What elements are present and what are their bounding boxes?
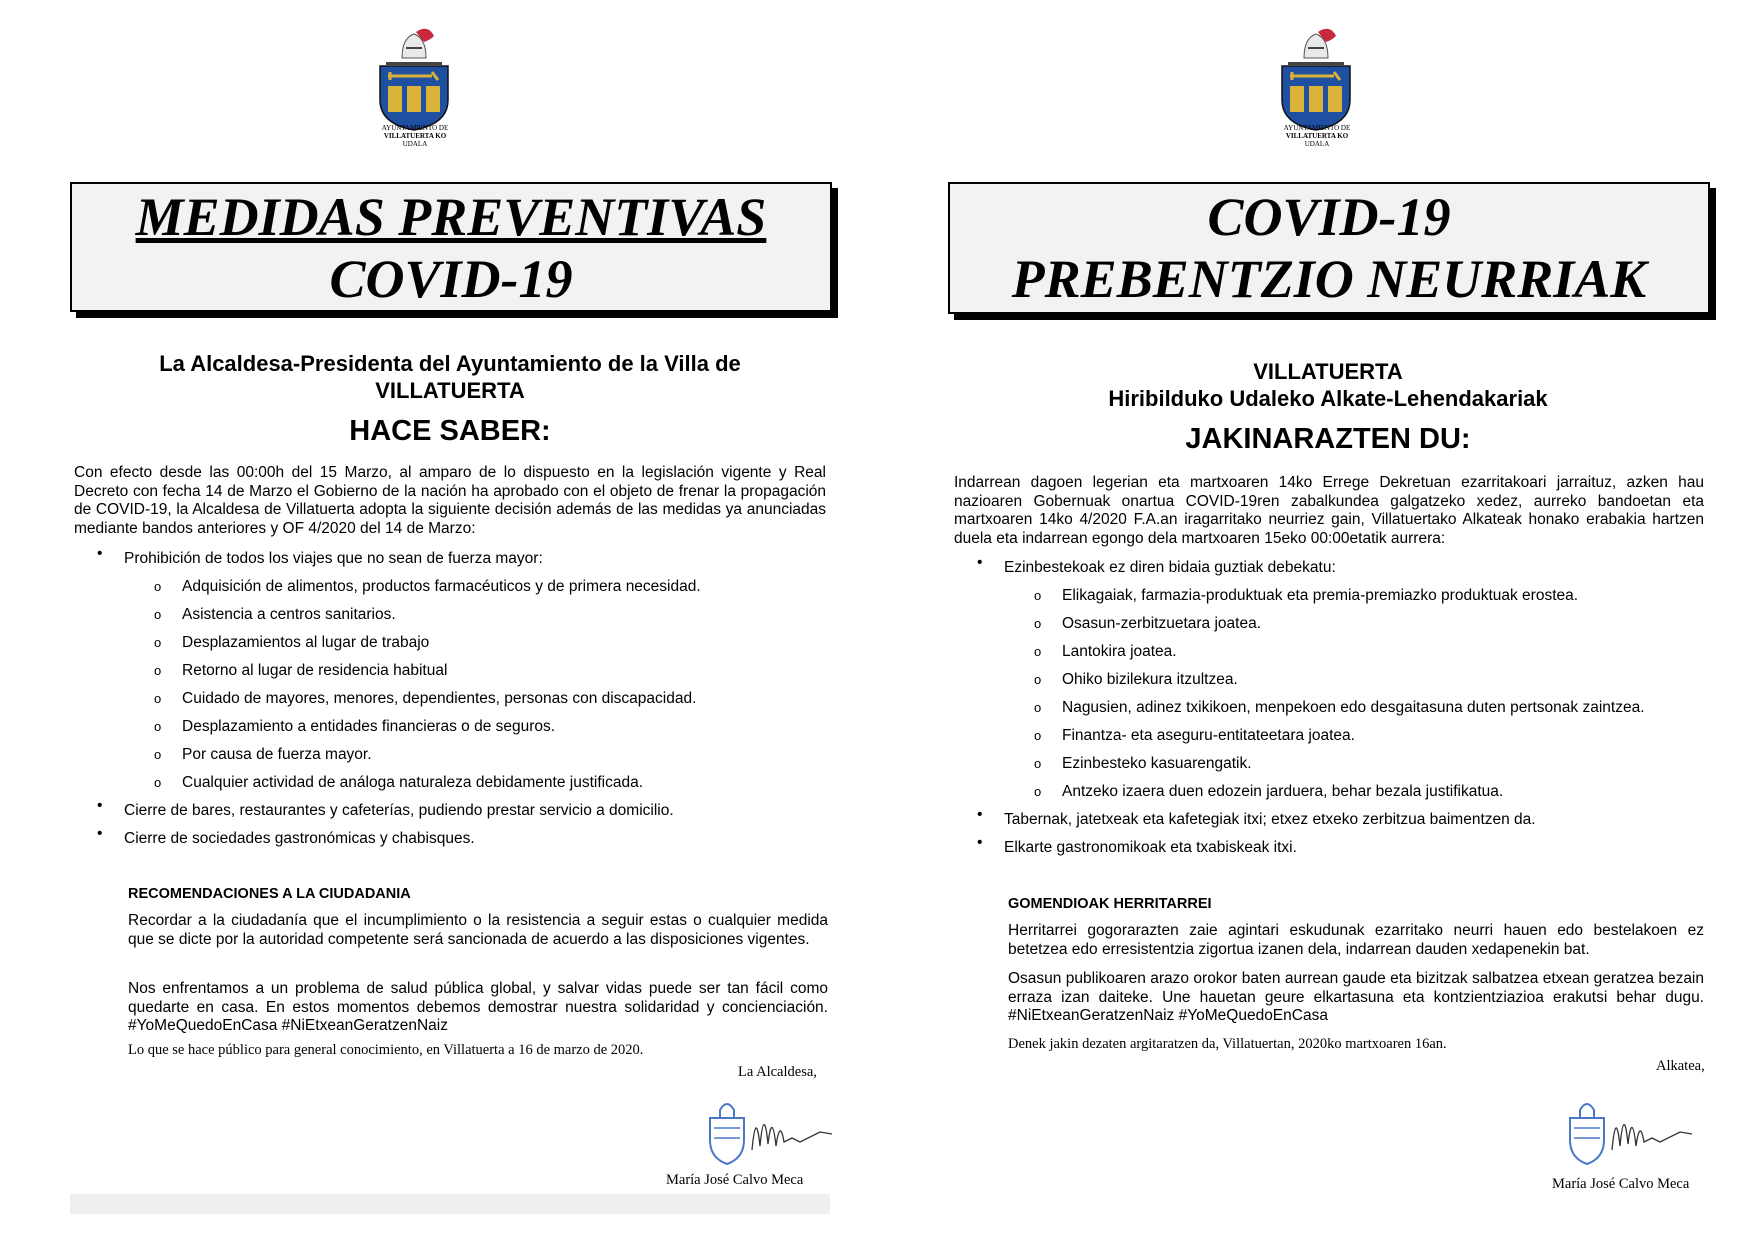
sub-list-item-text: Nagusien, adinez txikikoen, menpekoen edo desgaitasuna duten pertsonak zaintzea.	[1062, 699, 1645, 716]
circle-bullet-icon: o	[1034, 672, 1042, 687]
sub-list-item-text: Retorno al lugar de residencia habitual	[182, 662, 448, 679]
sub-list-item-text: Antzeko izaera duen edozein jarduera, behar bezala justifikatua.	[1062, 783, 1504, 800]
closing-statement: Lo que se hace público para general conocimiento, en Villatuerta a 16 de marzo de 2020.	[128, 1042, 644, 1058]
sub-list-item	[954, 666, 1714, 694]
town-crest-icon	[372, 20, 456, 132]
circle-bullet-icon: o	[154, 691, 162, 706]
sub-list-item-text: Ohiko bizilekura itzultzea.	[1062, 671, 1238, 688]
measures-list	[954, 554, 1714, 862]
title-line-1: COVID-19	[1207, 187, 1451, 247]
bullet-icon: •	[97, 797, 103, 814]
circle-bullet-icon: o	[1034, 728, 1042, 743]
issuer-heading-line: La Alcaldesa-Presidenta del Ayuntamiento de la Villa de	[159, 351, 741, 376]
sub-list-item-text: Por causa de fuerza mayor.	[182, 746, 372, 763]
circle-bullet-icon: o	[154, 775, 162, 790]
sub-list-item	[74, 685, 834, 713]
crest-caption	[360, 124, 470, 148]
sub-list-item-text: Finantza- eta aseguru-entitateetara joatea.	[1062, 727, 1355, 744]
recommendations-title: RECOMENDACIONES A LA CIUDADANIA	[128, 886, 411, 902]
title-line-2: COVID-19	[329, 249, 573, 309]
recommendations-title: GOMENDIOAK HERRITARREI	[1008, 896, 1212, 912]
crest-caption-line: AYUNTAMIENTO DE	[381, 124, 449, 132]
town-crest-icon	[1274, 20, 1358, 132]
bullet-icon: •	[977, 554, 983, 571]
list-item	[954, 834, 1714, 862]
bullet-icon: •	[977, 834, 983, 851]
title-line-1: MEDIDAS PREVENTIVAS	[135, 187, 767, 247]
sub-list-item	[954, 638, 1714, 666]
title-line-2: PREBENTZIO NEURRIAK	[1011, 249, 1647, 309]
sub-list-item	[954, 582, 1714, 610]
crest-caption-line: VILLATUERTA KO	[383, 132, 447, 140]
crest-caption-line: VILLATUERTA KO	[1285, 132, 1349, 140]
list-item-text: Elkarte gastronomikoak eta txabiskeak itxi.	[1004, 839, 1297, 856]
issuer-heading	[70, 350, 830, 404]
circle-bullet-icon: o	[154, 607, 162, 622]
footer-band	[70, 1194, 830, 1214]
sub-list-item	[74, 601, 834, 629]
sub-list-item-text: Desplazamientos al lugar de trabajo	[182, 634, 430, 651]
announce-heading: JAKINARAZTEN DU:	[1185, 423, 1471, 455]
intro-paragraph: Indarrean dagoen legerian eta martxoaren 14ko Errege Dekretuan ezarritakoari jarraituz, azken hau nazioaren Gobernuak onartua COVID-19ren zabalkundea galgatzeko xedez, aurreko bandoetan eta martxoaren 14ko 4/2020 F.A.an iragarritako neurriez gain, Villatuertako Alkateak honako erabakia hartzen duela eta indarrean egongo dela martxoaren 15eko 00:00etatik aurrera:	[954, 474, 1704, 547]
signer-name: María José Calvo Meca	[666, 1172, 804, 1188]
circle-bullet-icon: o	[154, 635, 162, 650]
sub-list-item	[954, 778, 1714, 806]
crest-caption-line: AYUNTAMIENTO DE	[1283, 124, 1351, 132]
list-item-text: Cierre de sociedades gastronómicas y chabisques.	[124, 830, 475, 847]
issuer-heading-line: VILLATUERTA	[1253, 359, 1403, 384]
recommendations-paragraph-2: Nos enfrentamos a un problema de salud pública global, y salvar vidas puede ser tan fácil como quedarte en casa. En estos momentos debemos demostrar nuestra solidaridad y concienciación. #YoMeQuedoEnCasa #NiEtxeanGeratzenNaiz	[128, 980, 828, 1034]
list-item-text: Cierre de bares, restaurantes y cafeterías, pudiendo prestar servicio a domicilio.	[124, 802, 674, 819]
sub-list-item	[954, 610, 1714, 638]
list-item-text: Prohibición de todos los viajes que no sean de fuerza mayor:	[124, 550, 543, 567]
circle-bullet-icon: o	[154, 747, 162, 762]
circle-bullet-icon: o	[1034, 756, 1042, 771]
issuer-heading-line: VILLATUERTA	[375, 378, 525, 403]
crest-caption	[1262, 124, 1372, 148]
sub-list-item-text: Osasun-zerbitzuetara joatea.	[1062, 615, 1262, 632]
list-item	[954, 806, 1714, 834]
sub-list-item	[74, 741, 834, 769]
sub-list-item	[74, 769, 834, 797]
circle-bullet-icon: o	[154, 663, 162, 678]
sub-list-item-text: Cuidado de mayores, menores, dependientes, personas con discapacidad.	[182, 690, 697, 707]
circle-bullet-icon: o	[1034, 784, 1042, 799]
exceptions-list	[954, 582, 1714, 806]
list-item	[74, 797, 834, 825]
recommendations-paragraph-1: Herritarrei gogorarazten zaie agintari eskudunak ezarritako neurri hauen edo bestelakoen ez betetzea edo erresistentzia zigortua izanen dela, indarrean dauden xedapenekin bat.	[1008, 922, 1704, 958]
sub-list-item-text: Ezinbesteko kasuarengatik.	[1062, 755, 1252, 772]
circle-bullet-icon: o	[1034, 700, 1042, 715]
circle-bullet-icon: o	[154, 719, 162, 734]
sub-list-item-text: Lantokira joatea.	[1062, 643, 1177, 660]
signer-role: Alkatea,	[1656, 1058, 1705, 1074]
list-item	[74, 545, 834, 797]
list-item	[74, 825, 834, 853]
title-box	[948, 182, 1710, 314]
intro-paragraph: Con efecto desde las 00:00h del 15 Marzo, al amparo de lo dispuesto en la legislación vigente y Real Decreto con fecha 14 de Marzo el Gobierno de la nación ha aprobado con el objeto de frenar la propagación de COVID-19, la Alcaldesa de Villatuerta adopta la siguiente decisión además de las medidas ya anunciadas mediante bandos anteriores y OF 4/2020 del 14 de Marzo:	[74, 464, 826, 537]
sub-list-item-text: Desplazamiento a entidades financieras o de seguros.	[182, 718, 556, 735]
list-item-text: Ezinbestekoak ez diren bidaia guztiak debekatu:	[1004, 559, 1336, 576]
sub-list-item	[954, 750, 1714, 778]
circle-bullet-icon: o	[1034, 644, 1042, 659]
signature-stamp-icon	[700, 1098, 840, 1168]
recommendations-paragraph-2: Osasun publikoaren arazo orokor baten aurrean gaude eta bizitzak salbatzea etxean geratzea bezain erraza izan daiteke. Une hauetan geure elkartasuna eta kontzientziazioa erakutsi behar dugu. #NiEtxeanGeratzenNaiz #YoMeQuedoEnCasa	[1008, 970, 1704, 1024]
sub-list-item-text: Asistencia a centros sanitarios.	[182, 606, 396, 623]
bullet-icon: •	[97, 825, 103, 842]
circle-bullet-icon: o	[1034, 588, 1042, 603]
signer-role: La Alcaldesa,	[738, 1064, 817, 1080]
recommendations-paragraph-1: Recordar a la ciudadanía que el incumplimiento o la resistencia a seguir estas o cualquier medida que se dicte por la autoridad competente será sancionada de acuerdo a las disposiciones vigentes.	[128, 912, 828, 948]
closing-statement: Denek jakin dezaten argitaratzen da, Villatuertan, 2020ko martxoaren 16an.	[1008, 1036, 1447, 1052]
sub-list-item	[74, 657, 834, 685]
exceptions-list	[74, 573, 834, 797]
sub-list-item	[954, 722, 1714, 750]
list-item	[954, 554, 1714, 806]
sub-list-item	[74, 573, 834, 601]
sub-list-item	[954, 694, 1714, 722]
circle-bullet-icon: o	[1034, 616, 1042, 631]
list-item-text: Tabernak, jatetxeak eta kafetegiak itxi; etxez etxeko zerbitzua baimentzen da.	[1004, 811, 1536, 828]
circle-bullet-icon: o	[154, 579, 162, 594]
crest-caption-line: UDALA	[402, 140, 428, 148]
sub-list-item-text: Elikagaiak, farmazia-produktuak eta premia-premiazko produktuak erostea.	[1062, 587, 1579, 604]
measures-list	[74, 545, 834, 853]
issuer-heading	[948, 358, 1708, 412]
signer-name: María José Calvo Meca	[1552, 1176, 1690, 1192]
announce-heading: HACE SABER:	[349, 415, 551, 447]
sub-list-item	[74, 629, 834, 657]
bullet-icon: •	[97, 545, 103, 562]
title-box	[70, 182, 832, 312]
issuer-heading-line: Hiribilduko Udaleko Alkate-Lehendakariak	[1108, 386, 1548, 411]
crest-caption-line: UDALA	[1304, 140, 1330, 148]
sub-list-item-text: Cualquier actividad de análoga naturaleza debidamente justificada.	[182, 774, 644, 791]
bullet-icon: •	[977, 806, 983, 823]
sub-list-item-text: Adquisición de alimentos, productos farmacéuticos y de primera necesidad.	[182, 578, 701, 595]
signature-stamp-icon	[1560, 1098, 1700, 1168]
sub-list-item	[74, 713, 834, 741]
